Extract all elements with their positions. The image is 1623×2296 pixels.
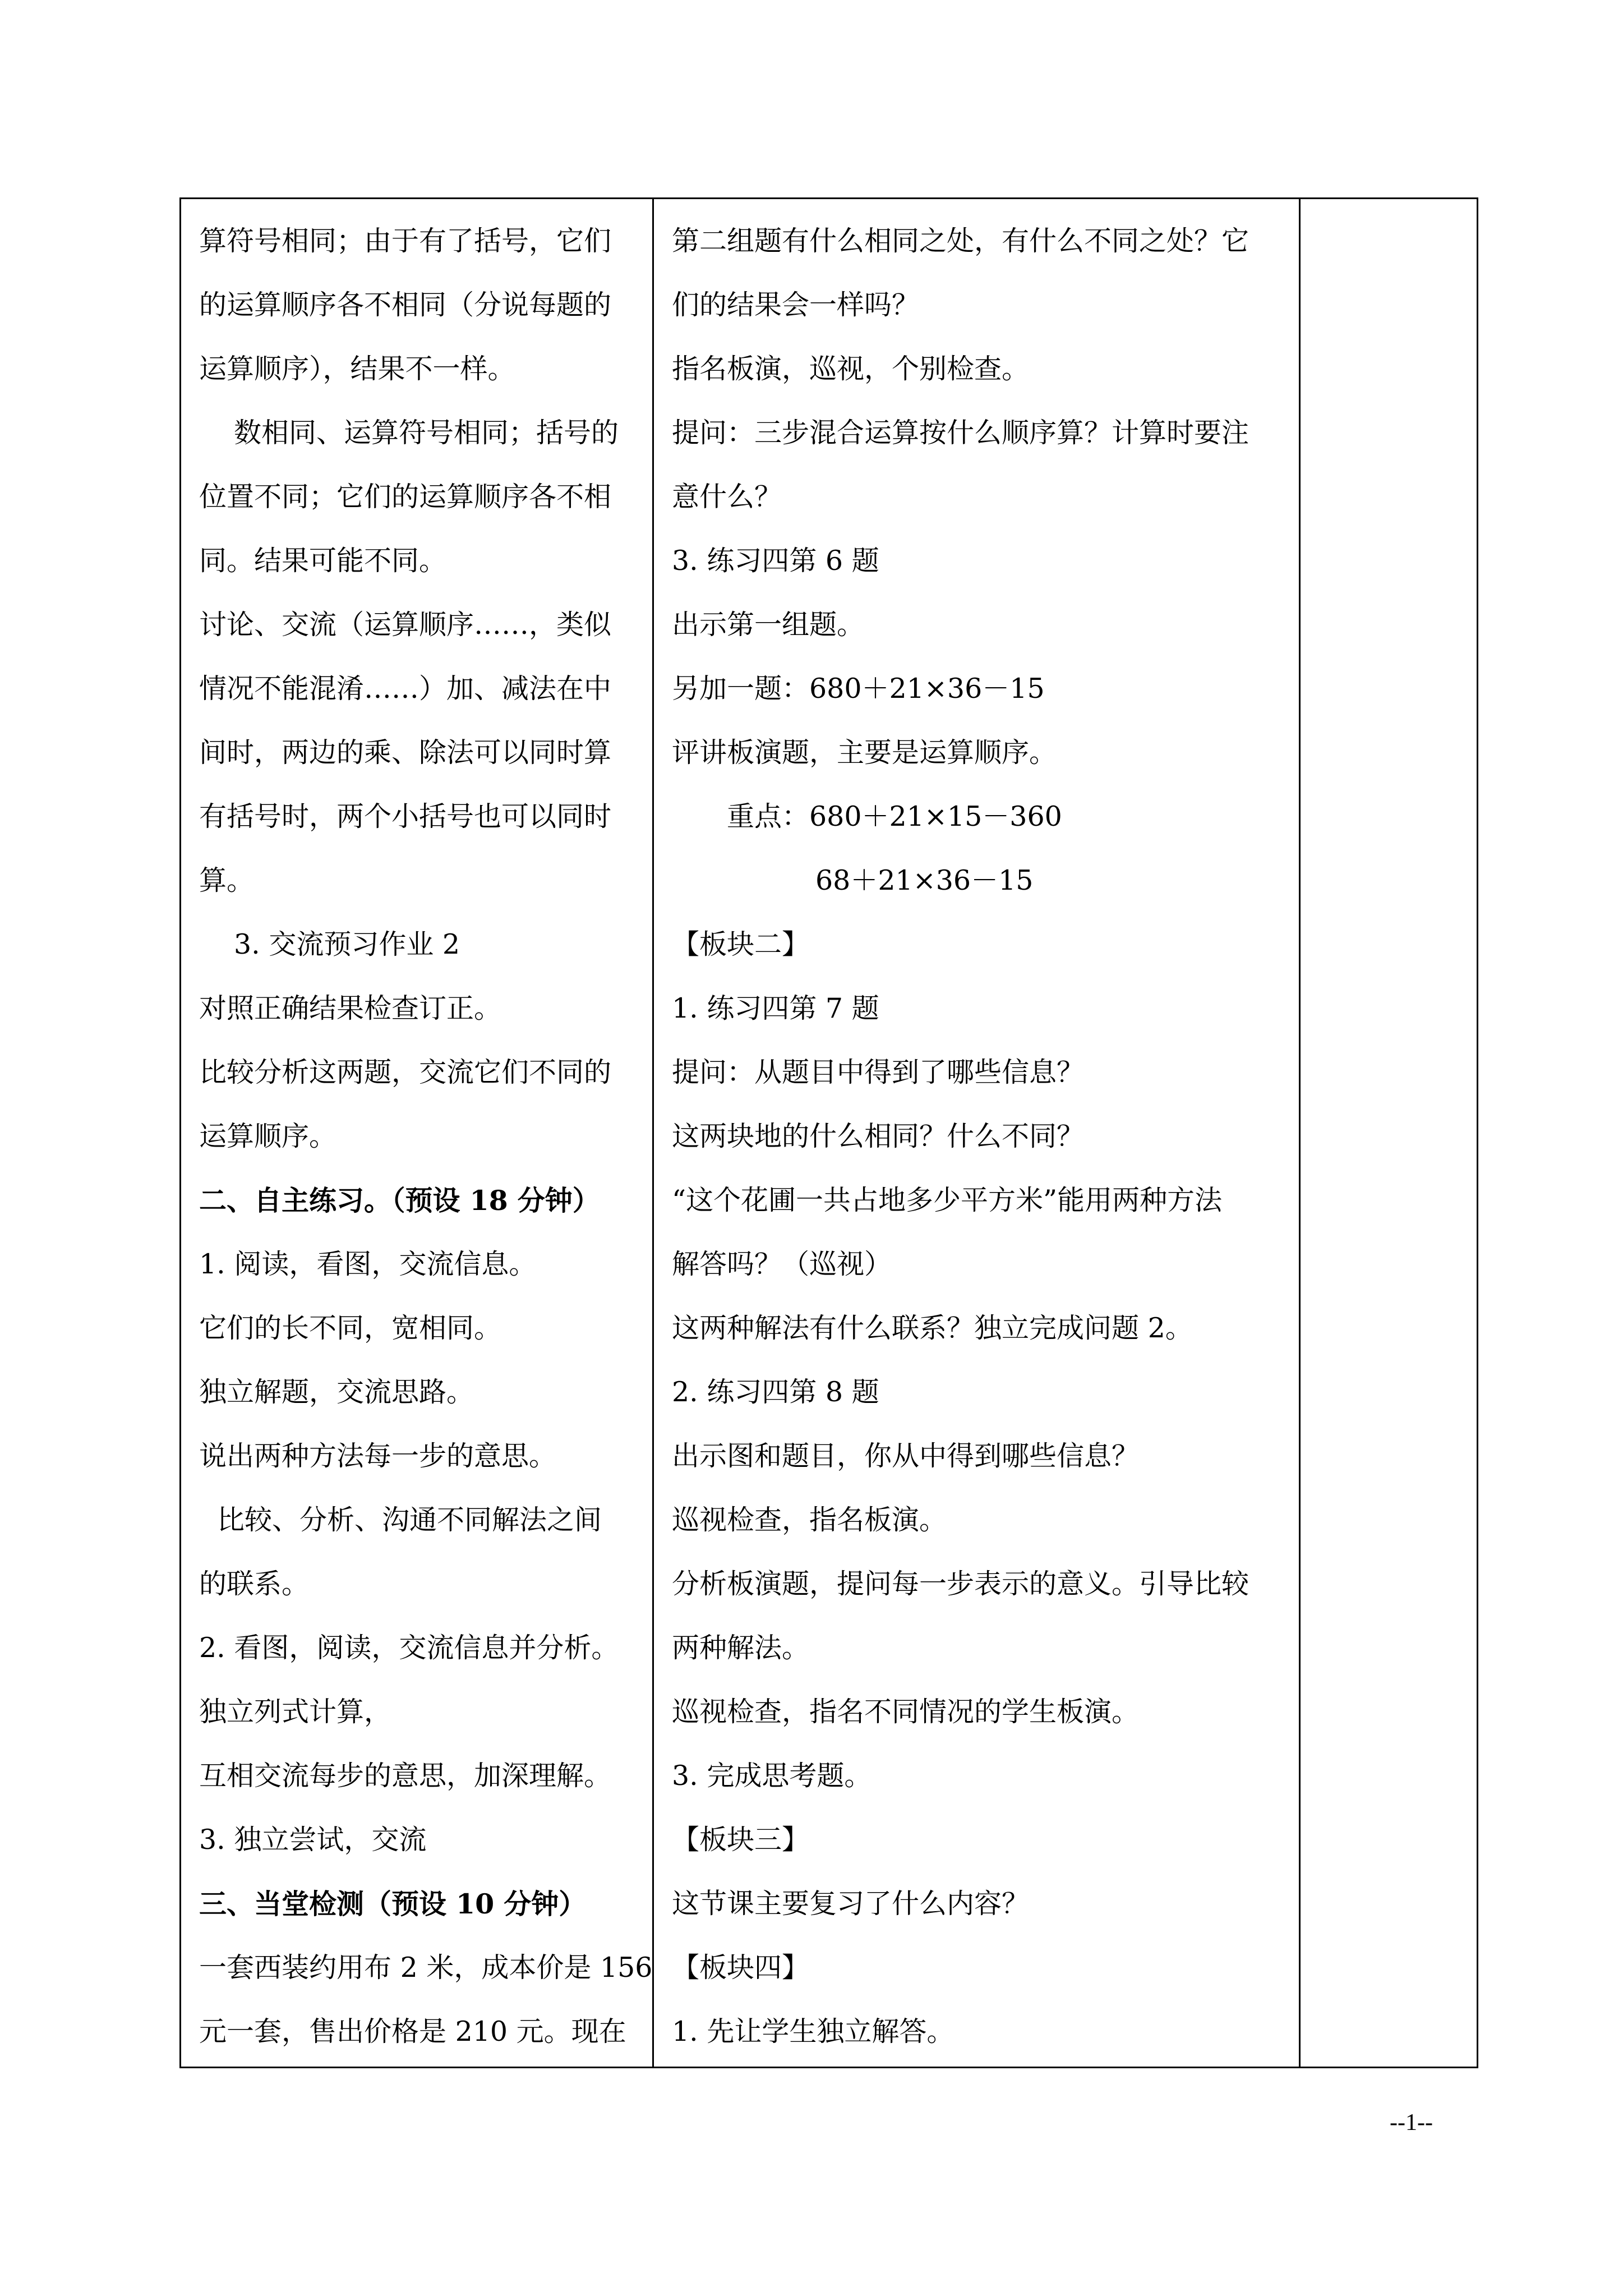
text-line: 独立列式计算， [199,1696,392,1728]
text-line: 第二组题有什么相同之处，有什么不同之处？它 [672,225,1249,257]
text-line: 独立解题，交流思路。 [199,1376,474,1408]
text-line: 的运算顺序各不相同（分说每题的 [199,289,612,321]
text-line: 互相交流每步的意思，加深理解。 [199,1760,612,1792]
text-line: 出示第一组题。 [672,609,865,641]
text-line: 3. 完成思考题。 [672,1760,872,1792]
text-line: 重点：680＋21×15－360 [727,800,1062,832]
text-line: 3. 独立尝试，交流 [199,1824,427,1856]
text-line: 巡视检查，指名不同情况的学生板演。 [672,1696,1140,1728]
text-line: 指名板演，巡视，个别检查。 [672,353,1030,385]
text-line: 【板块三】 [672,1824,810,1856]
lesson-table [179,197,1478,2068]
text-line: 68＋21×36－15 [815,864,1034,896]
text-line: 它们的长不同，宽相同。 [199,1312,502,1344]
teacher-activity-cell [653,199,1300,2068]
text-line: 说出两种方法每一步的意思。 [199,1440,557,1472]
text-line: 同。结果可能不同。 [199,545,447,577]
text-line: 这两种解法有什么联系？独立完成问题 2。 [672,1312,1193,1344]
page-number: --1-- [1390,2110,1433,2136]
text-line: 算。 [199,864,255,896]
text-line: 比较分析这两题，交流它们不同的 [199,1056,612,1088]
text-line: 对照正确结果检查订正。 [199,992,502,1024]
notes-cell [1300,199,1478,2068]
text-line: 3. 练习四第 6 题 [672,545,879,577]
text-line: 有括号时，两个小括号也可以同时 [199,800,612,832]
text-line: 1. 先让学生独立解答。 [672,2016,955,2047]
text-line: 位置不同；它们的运算顺序各不相 [199,481,612,513]
text-line: 提问：从题目中得到了哪些信息？ [672,1056,1085,1088]
text-line: 情况不能混淆……）加、减法在中 [199,673,612,705]
text-line: 【板块二】 [672,928,810,960]
text-line: 数相同、运算符号相同；括号的 [234,417,619,449]
text-line: 算符号相同；由于有了括号，它们 [199,225,612,257]
text-line: 元一套，售出价格是 210 元。现在 [199,2016,626,2047]
text-line: 运算顺序。 [199,1120,337,1152]
text-line: 的联系。 [199,1568,310,1600]
text-line: 意什么？ [672,481,782,513]
text-line: 间时，两边的乘、除法可以同时算 [199,737,612,769]
text-line: 三、当堂检测（预设 10 分钟） [199,1888,587,1920]
text-line: 分析板演题，提问每一步表示的意义。引导比较 [672,1568,1249,1600]
text-line: 比较、分析、沟通不同解法之间 [217,1504,602,1536]
student-activity-cell [181,199,653,2068]
text-line: 【板块四】 [672,1952,810,1984]
text-line: 解答吗？（巡视） [672,1248,892,1280]
text-line: 出示图和题目，你从中得到哪些信息？ [672,1440,1140,1472]
text-line: 一套西装约用布 2 米，成本价是 156 [199,1952,653,1984]
text-line: 巡视检查，指名板演。 [672,1504,947,1536]
text-line: 们的结果会一样吗？ [672,289,920,321]
text-line: 评讲板演题，主要是运算顺序。 [672,737,1057,769]
table-row [181,199,1478,2068]
text-line: 这节课主要复习了什么内容？ [672,1888,1030,1920]
text-line: 3. 交流预习作业 2 [234,928,460,960]
left-column-text [181,199,652,2064]
text-line: 二、自主练习。（预设 18 分钟） [199,1184,600,1217]
middle-column-text [654,199,1299,2064]
text-line: 1. 练习四第 7 题 [672,992,879,1024]
text-line: 1. 阅读，看图，交流信息。 [199,1248,537,1280]
text-line: 讨论、交流（运算顺序……，类似 [199,609,612,641]
text-line: 运算顺序），结果不一样。 [199,353,515,385]
text-line: 两种解法。 [672,1632,810,1664]
text-line: 提问：三步混合运算按什么顺序算？计算时要注 [672,417,1249,449]
text-line: 2. 看图，阅读，交流信息并分析。 [199,1632,619,1664]
text-line: “这个花圃一共占地多少平方米”能用两种方法 [672,1184,1223,1216]
text-line: 这两块地的什么相同？什么不同？ [672,1120,1085,1152]
text-line: 另加一题：680＋21×36－15 [672,673,1045,705]
text-line: 2. 练习四第 8 题 [672,1376,879,1408]
